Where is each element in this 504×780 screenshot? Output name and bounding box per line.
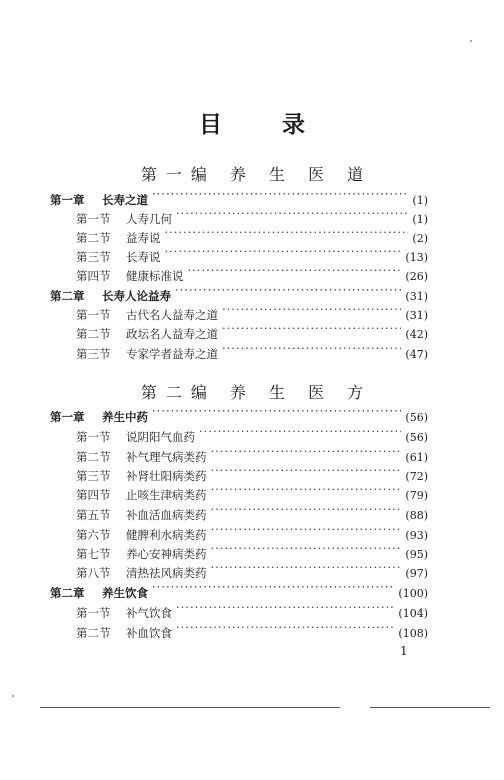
part-heading-1: 第一编 养 生 医 道 bbox=[140, 165, 373, 184]
entry-title: 古代名人益寿之道 bbox=[126, 308, 218, 322]
toc-section-entry bbox=[76, 617, 428, 640]
leader-dots bbox=[152, 577, 394, 597]
leader-dots bbox=[211, 519, 402, 539]
leader-dots bbox=[211, 479, 402, 499]
toc-section-entry bbox=[76, 441, 428, 464]
entry-title: 专家学者益寿之道 bbox=[126, 347, 218, 361]
entry-number: 第一节 bbox=[76, 308, 111, 322]
entry-page: (79) bbox=[405, 489, 428, 502]
entry-title: 长寿说 bbox=[126, 250, 161, 264]
entry-page: (93) bbox=[405, 529, 428, 542]
entry-number: 第一章 bbox=[50, 410, 85, 424]
entry-number: 第二节 bbox=[76, 327, 111, 341]
entry-page: (13) bbox=[405, 251, 428, 264]
toc-chapter-entry bbox=[50, 280, 428, 303]
entry-title: 长寿人论益寿 bbox=[102, 289, 171, 303]
entry-title: 健康标准说 bbox=[126, 269, 184, 283]
bottom-rule-right bbox=[370, 707, 490, 708]
leader-dots bbox=[222, 318, 401, 338]
leader-dots bbox=[211, 538, 402, 558]
entry-number: 第二节 bbox=[76, 450, 111, 464]
toc-section-entry bbox=[76, 519, 428, 542]
leader-dots bbox=[211, 441, 402, 461]
entry-page: (108) bbox=[398, 627, 428, 640]
entry-number: 第八节 bbox=[76, 566, 111, 580]
entry-page: (47) bbox=[405, 348, 428, 361]
entry-number: 第二节 bbox=[76, 626, 111, 640]
toc-section-entry bbox=[76, 557, 428, 580]
toc-section-entry bbox=[76, 241, 428, 264]
leader-dots bbox=[165, 241, 402, 261]
entry-title: 长寿之道 bbox=[102, 193, 148, 207]
entry-title: 补气理气病类药 bbox=[126, 450, 207, 464]
page-title: 目 录 bbox=[198, 112, 331, 138]
leader-dots bbox=[199, 421, 401, 441]
entry-title: 补血饮食 bbox=[126, 626, 172, 640]
leader-dots bbox=[176, 203, 408, 223]
entry-number: 第三节 bbox=[76, 347, 111, 361]
entry-page: (42) bbox=[405, 328, 428, 341]
toc-section-entry bbox=[76, 260, 428, 283]
entry-title: 养心安神病类药 bbox=[126, 547, 207, 561]
toc-section-entry bbox=[76, 597, 428, 620]
entry-title: 说阴阳气血药 bbox=[126, 430, 195, 444]
entry-number: 第二章 bbox=[50, 586, 85, 600]
entry-title: 清热祛风病类药 bbox=[126, 566, 207, 580]
leader-dots bbox=[176, 617, 394, 637]
toc-section-entry bbox=[76, 499, 428, 522]
scan-speck bbox=[470, 40, 472, 42]
leader-dots bbox=[211, 557, 402, 577]
toc-section-entry bbox=[76, 460, 428, 483]
entry-title: 政坛名人益寿之道 bbox=[126, 327, 218, 341]
entry-title: 养生饮食 bbox=[102, 586, 148, 600]
entry-number: 第一章 bbox=[50, 193, 85, 207]
entry-number: 第四节 bbox=[76, 269, 111, 283]
entry-number: 第六节 bbox=[76, 528, 111, 542]
entry-page: (31) bbox=[405, 309, 428, 322]
toc-section-entry bbox=[76, 222, 428, 245]
entry-page: (56) bbox=[405, 411, 428, 424]
leader-dots bbox=[222, 299, 401, 319]
toc-chapter-entry bbox=[50, 401, 428, 424]
leader-dots bbox=[211, 460, 402, 480]
toc-section-entry bbox=[76, 479, 428, 502]
toc-section-entry bbox=[76, 538, 428, 561]
entry-page: (97) bbox=[405, 567, 428, 580]
page-number: 1 bbox=[400, 644, 408, 658]
leader-dots bbox=[165, 222, 409, 242]
entry-number: 第七节 bbox=[76, 547, 111, 561]
entry-number: 第三节 bbox=[76, 250, 111, 264]
toc-section-entry bbox=[76, 421, 428, 444]
entry-page: (2) bbox=[412, 232, 428, 245]
toc-chapter-entry bbox=[50, 577, 428, 600]
leader-dots bbox=[152, 401, 401, 421]
entry-title: 益寿说 bbox=[126, 231, 161, 245]
entry-number: 第五节 bbox=[76, 508, 111, 522]
leader-dots bbox=[152, 184, 408, 204]
entry-page: (1) bbox=[412, 213, 428, 226]
entry-title: 止咳生津病类药 bbox=[126, 488, 207, 502]
leader-dots bbox=[188, 260, 402, 280]
toc-section-entry bbox=[76, 318, 428, 341]
part-heading-2: 第二编 养 生 医 方 bbox=[140, 383, 373, 402]
bottom-rule-left bbox=[40, 707, 340, 708]
entry-number: 第一节 bbox=[76, 212, 111, 226]
entry-title: 补血活血病类药 bbox=[126, 508, 207, 522]
entry-number: 第二节 bbox=[76, 231, 111, 245]
entry-page: (61) bbox=[405, 451, 428, 464]
entry-page: (1) bbox=[412, 194, 428, 207]
leader-dots bbox=[211, 499, 402, 519]
toc-section-entry bbox=[76, 203, 428, 226]
toc-chapter-entry bbox=[50, 184, 428, 207]
entry-page: (88) bbox=[405, 509, 428, 522]
entry-title: 人寿几何 bbox=[126, 212, 172, 226]
scan-speck bbox=[12, 695, 14, 697]
leader-dots bbox=[176, 597, 394, 617]
entry-page: (72) bbox=[405, 470, 428, 483]
entry-page: (104) bbox=[398, 607, 428, 620]
leader-dots bbox=[175, 280, 401, 300]
leader-dots bbox=[222, 338, 401, 358]
entry-page: (31) bbox=[405, 290, 428, 303]
entry-number: 第一节 bbox=[76, 430, 111, 444]
entry-title: 健脾利水病类药 bbox=[126, 528, 207, 542]
entry-number: 第一节 bbox=[76, 606, 111, 620]
toc-section-entry bbox=[76, 338, 428, 361]
entry-number: 第四节 bbox=[76, 488, 111, 502]
entry-title: 补气饮食 bbox=[126, 606, 172, 620]
entry-title: 养生中药 bbox=[102, 410, 148, 424]
entry-page: (26) bbox=[405, 270, 428, 283]
entry-title: 补肾壮阳病类药 bbox=[126, 469, 207, 483]
toc-section-entry bbox=[76, 299, 428, 322]
entry-page: (95) bbox=[405, 548, 428, 561]
entry-page: (56) bbox=[405, 431, 428, 444]
entry-number: 第三节 bbox=[76, 469, 111, 483]
entry-page: (100) bbox=[398, 587, 428, 600]
entry-number: 第二章 bbox=[50, 289, 85, 303]
